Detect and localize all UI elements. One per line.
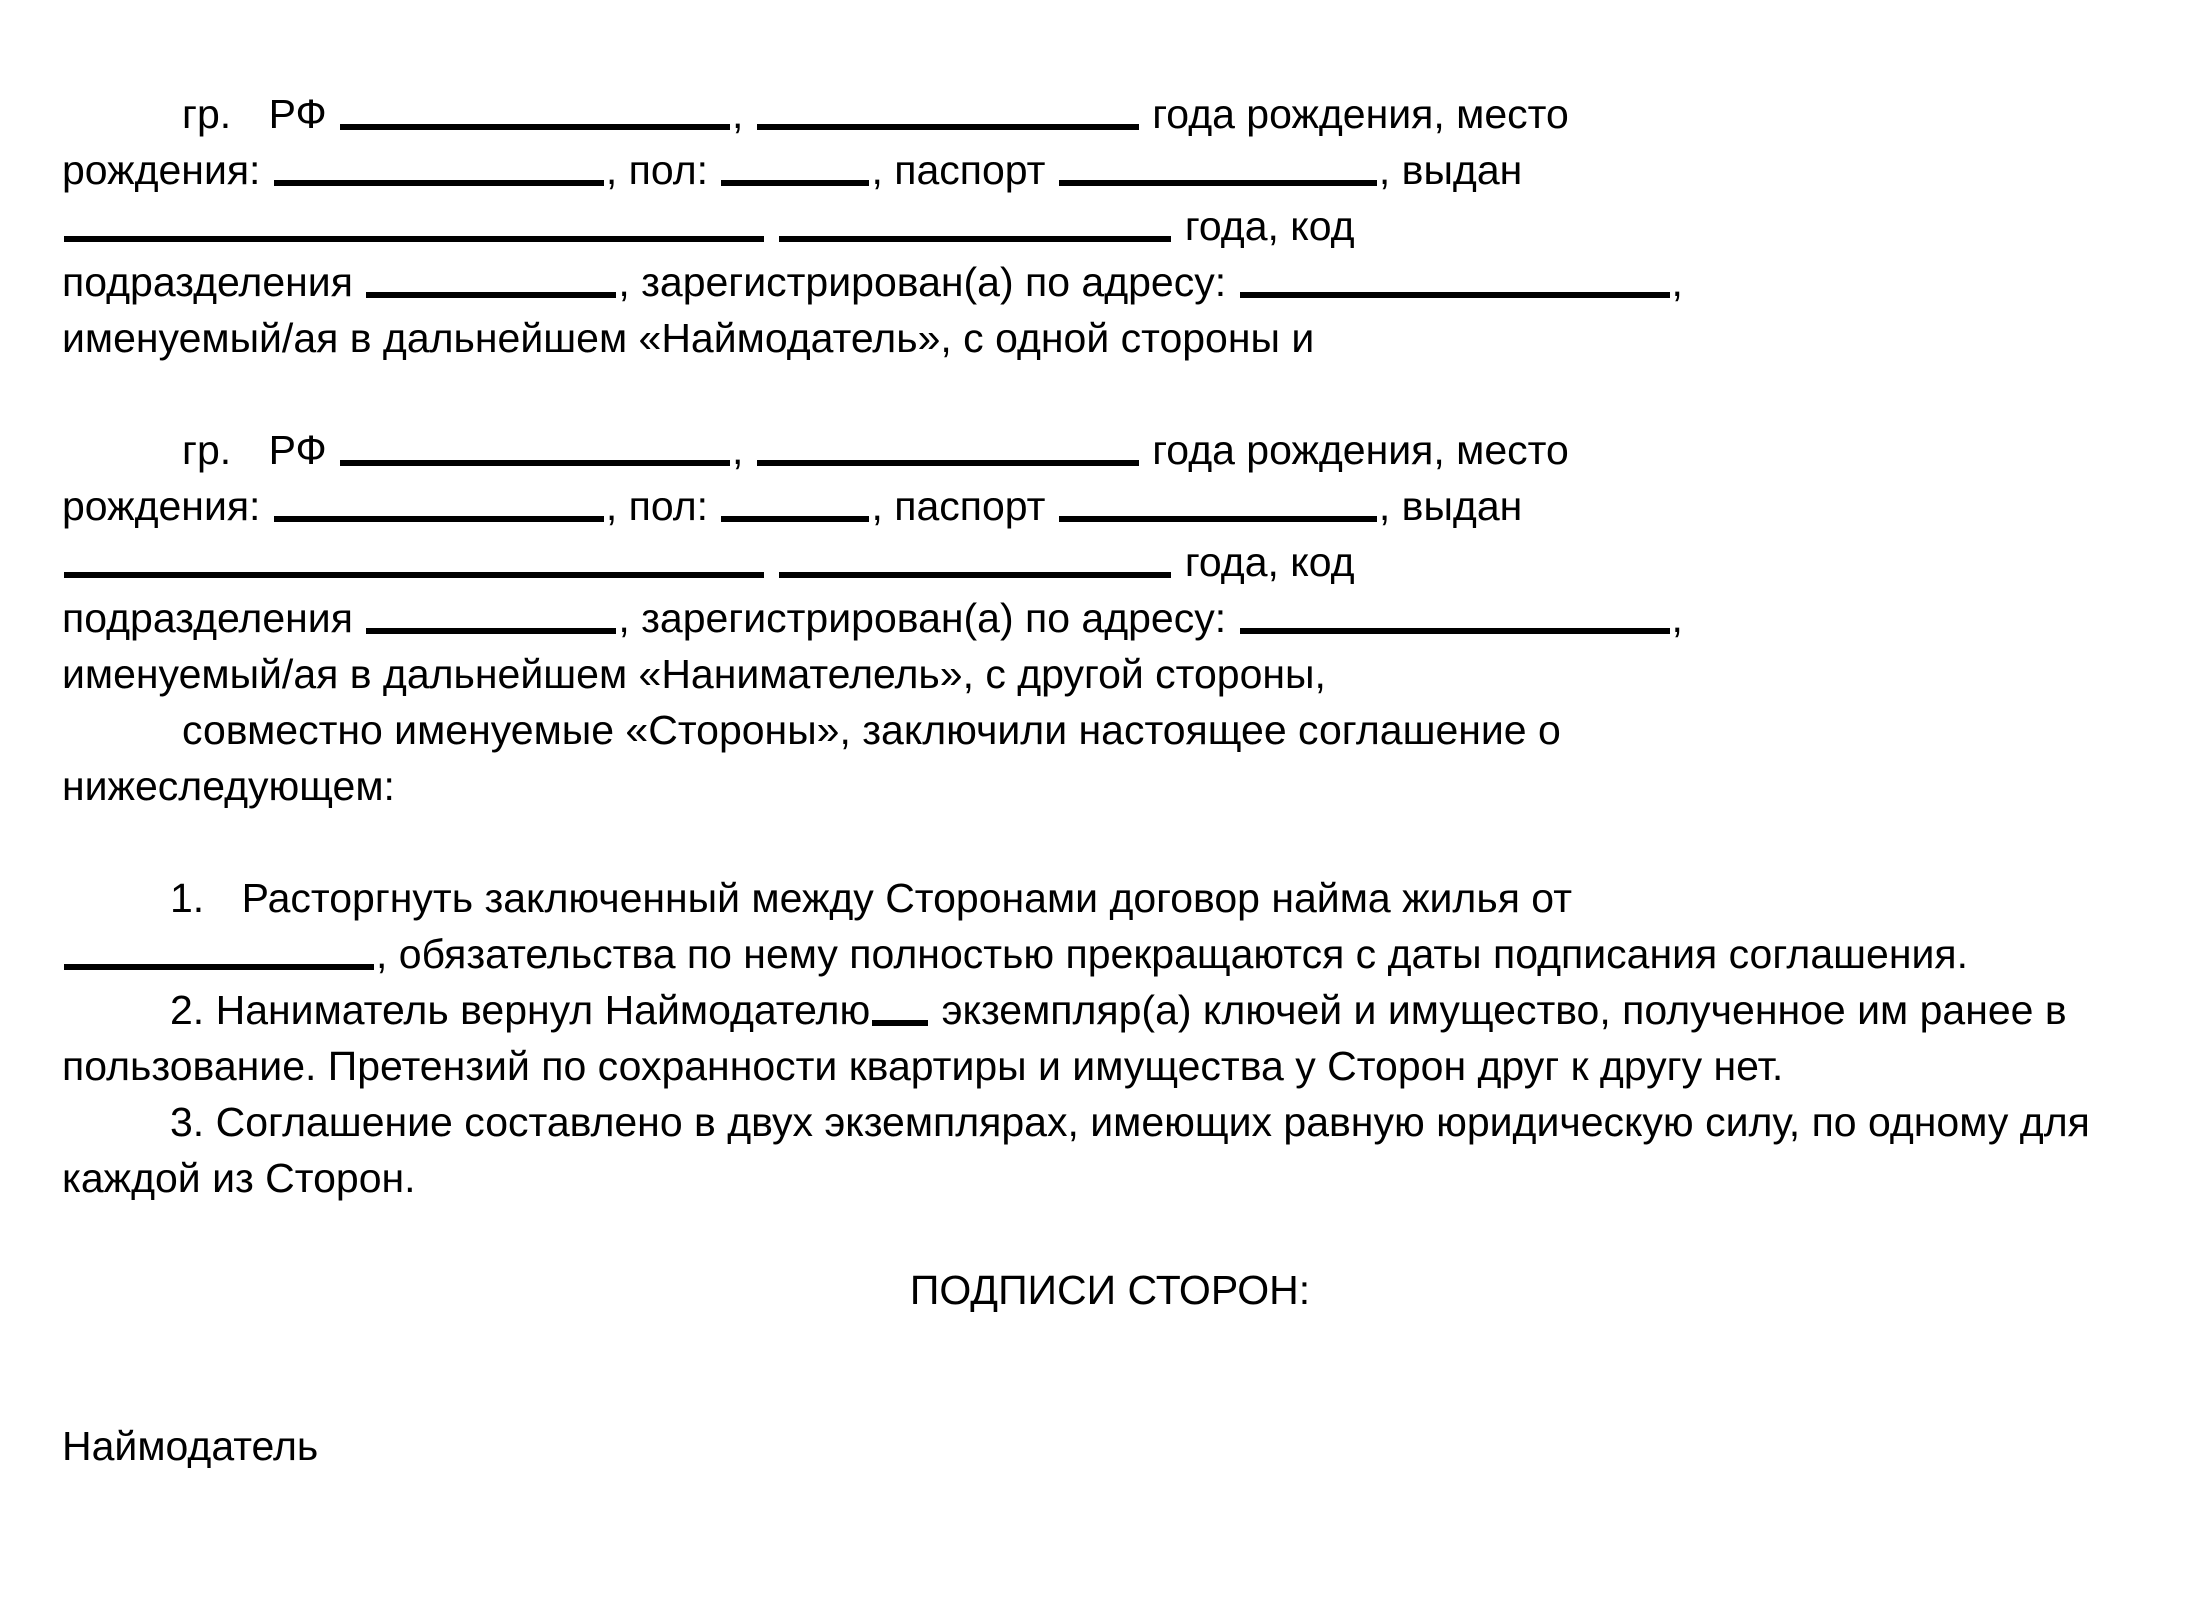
landlord-registered-label: , зарегистрирован(а) по адресу:: [618, 259, 1227, 305]
clause-1: [62, 870, 2158, 982]
tenant-named-line: именуемый/ая в дальнейшем «Нанимателель», с другой стороны,: [62, 651, 1326, 697]
landlord-trailing-comma: ,: [1671, 259, 1683, 305]
landlord-passport-blank[interactable]: [1059, 150, 1377, 186]
tenant-party-block: гр. РФ , года рождения, место рождения: , пол: , паспорт , выдан года, код подразделения , зарегистрирован(а) по адресу: , именуемый/ая в дальнейшем «Нанимателель», с другой стороны,: [62, 427, 1683, 697]
signatures-title: ПОДПИСИ СТОРОН:: [909, 1267, 1311, 1313]
landlord-issued-by-blank[interactable]: [64, 206, 764, 242]
tenant-birthplace-blank[interactable]: [274, 486, 604, 522]
landlord-birth-year-suffix: года рождения, место: [1152, 91, 1569, 137]
landlord-birth-date-blank[interactable]: [757, 94, 1139, 130]
clause-2-text-before-blank: Наниматель вернул Наймодателю: [215, 987, 871, 1033]
clause-1-contract-date-blank[interactable]: [64, 934, 374, 970]
tenant-subdivision-label: подразделения: [62, 595, 353, 641]
clause-2: [62, 982, 2158, 1094]
joint-parties-line-2: нижеследующем:: [62, 763, 395, 809]
landlord-named-line: именуемый/ая в дальнейшем «Наймодатель», с одной стороны и: [62, 315, 1315, 361]
landlord-birthplace-label: рождения:: [62, 147, 261, 193]
landlord-code-label: код: [1290, 203, 1355, 249]
joint-parties-line-1: совместно именуемые «Стороны», заключили настоящее соглашение о: [182, 707, 1561, 753]
clause-2-keys-count-blank[interactable]: [872, 990, 928, 1026]
landlord-fullname-blank[interactable]: [340, 94, 730, 130]
tenant-birth-year-suffix: года рождения, место: [1152, 427, 1569, 473]
landlord-address-blank[interactable]: [1240, 262, 1670, 298]
clause-3: [62, 1094, 2158, 1206]
tenant-address-blank[interactable]: [1240, 598, 1670, 634]
tenant-passport-label: паспорт: [894, 483, 1046, 529]
tenant-birth-date-blank[interactable]: [757, 430, 1139, 466]
tenant-issued-date-blank[interactable]: [779, 542, 1171, 578]
tenant-birthplace-label: рождения:: [62, 483, 261, 529]
landlord-issued-date-blank[interactable]: [779, 206, 1171, 242]
block-spacer: [62, 814, 2158, 870]
joint-parties-paragraph: [62, 702, 2158, 814]
tenant-trailing-comma: ,: [1671, 595, 1683, 641]
landlord-sex-blank[interactable]: [721, 150, 869, 186]
clause-2-text-after-blank: экземпляр(а) ключей и имущество, полученное им ранее в пользование. Претензий по сохранности квартиры и имущества у Сторон друг к другу нет.: [62, 987, 2067, 1089]
tenant-issued-by-blank[interactable]: [64, 542, 764, 578]
landlord-party-block: гр. РФ , года рождения, место рождения: , пол: , паспорт , выдан года, код подразделения , зарегистрирован(а) по адресу: , именуемый/ая в дальнейшем «Наймодатель», с одной стороны и: [62, 91, 1683, 361]
tenant-registered-label: , зарегистрирован(а) по адресу:: [618, 595, 1227, 641]
document-body: [62, 86, 2158, 1474]
landlord-country: РФ: [268, 91, 327, 137]
landlord-subdivision-blank[interactable]: [366, 262, 616, 298]
clause-2-number: 2.: [170, 987, 205, 1033]
tenant-passport-blank[interactable]: [1059, 486, 1377, 522]
tenant-fullname-blank[interactable]: [340, 430, 730, 466]
landlord-subdivision-label: подразделения: [62, 259, 353, 305]
clause-3-number: 3.: [170, 1099, 205, 1145]
tenant-code-label: код: [1290, 539, 1355, 585]
landlord-passport-label: паспорт: [894, 147, 1046, 193]
signature-landlord-label: Наймодатель: [62, 1423, 319, 1469]
block-spacer: [62, 1206, 2158, 1262]
landlord-citizen-prefix: гр.: [182, 91, 232, 137]
landlord-birthplace-blank[interactable]: [274, 150, 604, 186]
block-spacer: [62, 1374, 2158, 1418]
clause-3-text: Соглашение составлено в двух экземплярах, имеющих равную юридическую силу, по одному для каждой из Сторон.: [62, 1099, 2090, 1201]
block-spacer: [62, 366, 2158, 422]
landlord-issued-label: выдан: [1401, 147, 1523, 193]
tenant-subdivision-blank[interactable]: [366, 598, 616, 634]
tenant-sex-blank[interactable]: [721, 486, 869, 522]
tenant-citizen-prefix: гр.: [182, 427, 232, 473]
clause-1-number: 1.: [170, 875, 205, 921]
tenant-year-label: года,: [1184, 539, 1279, 585]
tenant-country: РФ: [268, 427, 327, 473]
block-spacer: [62, 1318, 2158, 1374]
clause-1-text-after-blank: , обязательства по нему полностью прекращаются с даты подписания соглашения.: [376, 931, 1968, 977]
landlord-sex-label: пол:: [628, 147, 709, 193]
tenant-sex-label: пол:: [628, 483, 709, 529]
tenant-issued-label: выдан: [1401, 483, 1523, 529]
landlord-year-label: года,: [1184, 203, 1279, 249]
clause-1-text-before-blank: Расторгнуть заключенный между Сторонами договор найма жилья от: [241, 875, 1572, 921]
